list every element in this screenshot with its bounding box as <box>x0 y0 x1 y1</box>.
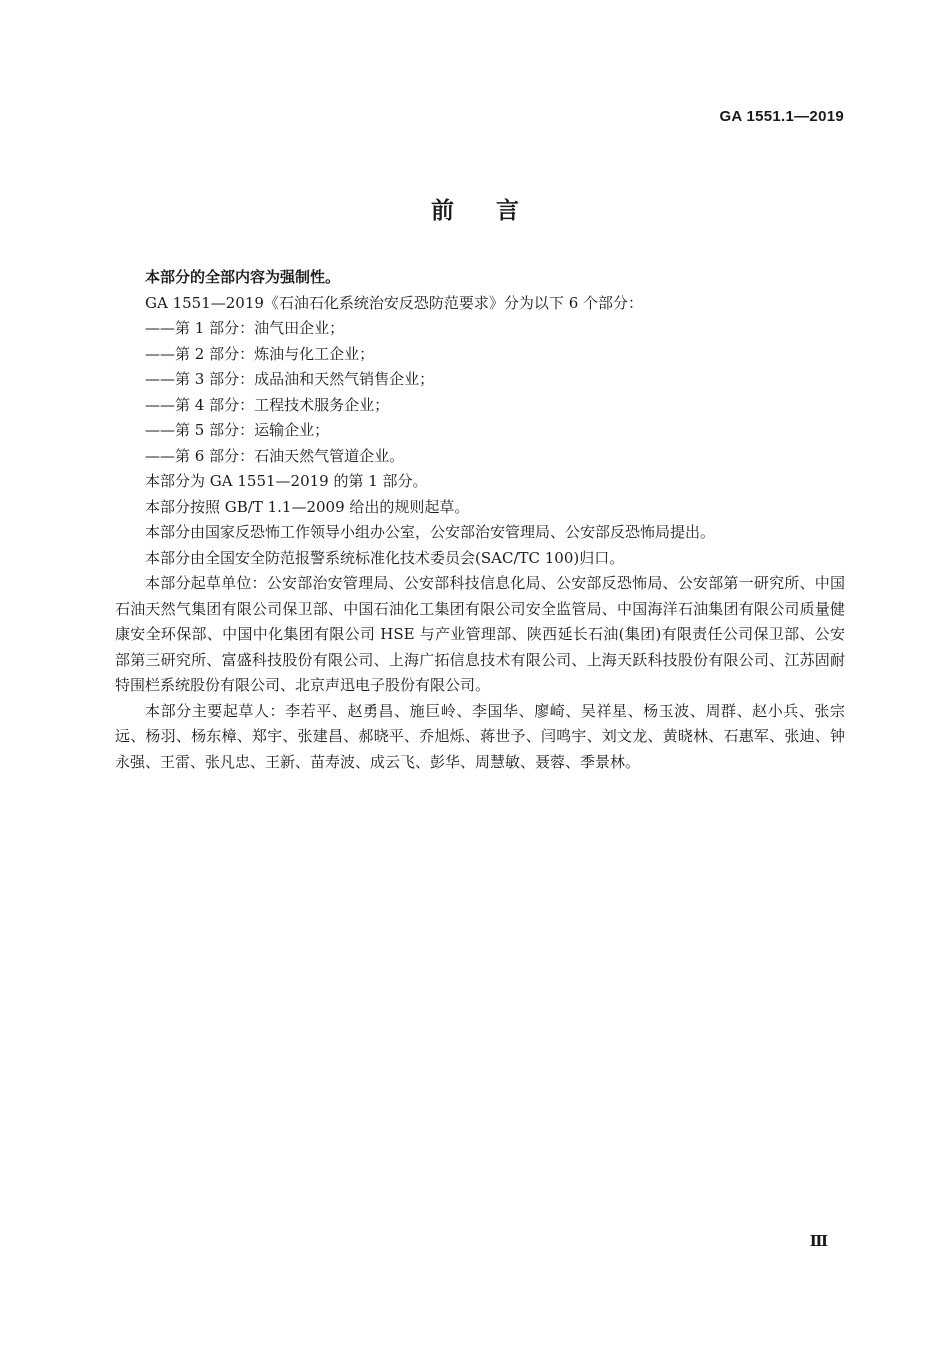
list-item: ——第 5 部分：运输企业； <box>145 421 330 439</box>
list-item: ——第 1 部分：油气田企业； <box>145 319 345 337</box>
document-body <box>115 265 845 775</box>
list-item: ——第 2 部分：炼油与化工企业； <box>145 344 375 363</box>
list-item: ——第 3 部分：成品油和天然气销售企业； <box>145 370 435 388</box>
list-item: ——第 6 部分：石油天然气管道企业。 <box>145 446 405 465</box>
rules-paragraph: 本部分按照 GB/T 1.1—2009 给出的规则起草。 <box>145 497 470 516</box>
mandatory-statement: 本部分的全部内容为强制性。 <box>145 268 341 286</box>
page-number: Ⅲ <box>809 1234 828 1250</box>
page-title: 前言 <box>431 198 561 224</box>
part-of-paragraph: 本部分为 GA 1551—2019 的第 1 部分。 <box>145 472 428 490</box>
drafting-units-paragraph: 本部分起草单位：公安部治安管理局、公安部科技信息化局、公安部反恐怖局、公安部第一研究所、中国石油天然气集团有限公司保卫部、中国石油化工集团有限公司安全监管局、中国海洋石油集团有限公司质量健康安全环保部、中国中化集团有限公司 HSE 与产业管理部、陕西延长石油(集团)有限责任公司保卫部、公安部第三研究所、富盛科技股份有限公司、上海广拓信息技术有限公司、上海天跃科技股份有限公司、江苏固耐特围栏系统股份有限公司、北京声迅电子股份有限公司。 <box>115 574 845 694</box>
intro-paragraph: GA 1551—2019《石油石化系统治安反恐防范要求》分为以下 6 个部分： <box>145 293 644 312</box>
document-code: GA 1551.1—2019 <box>719 108 844 125</box>
centralized-paragraph: 本部分由全国安全防范报警系统标准化技术委员会(SAC/TC 100)归口。 <box>145 548 625 567</box>
list-item: ——第 4 部分：工程技术服务企业； <box>145 395 390 414</box>
drafters-paragraph: 本部分主要起草人：李若平、赵勇昌、施巨岭、李国华、廖崎、吴祥星、杨玉波、周群、赵小兵、张宗远、杨羽、杨东樟、郑宇、张建昌、郝晓平、乔旭烁、蒋世予、闫鸣宇、刘文龙、黄晓林、石惠军、张迪、钟永强、王雷、张凡忠、王新、苗寿波、成云飞、彭华、周慧敏、聂蓉、季景林。 <box>115 701 845 771</box>
proposed-paragraph: 本部分由国家反恐怖工作领导小组办公室，公安部治安管理局、公安部反恐怖局提出。 <box>145 523 716 541</box>
